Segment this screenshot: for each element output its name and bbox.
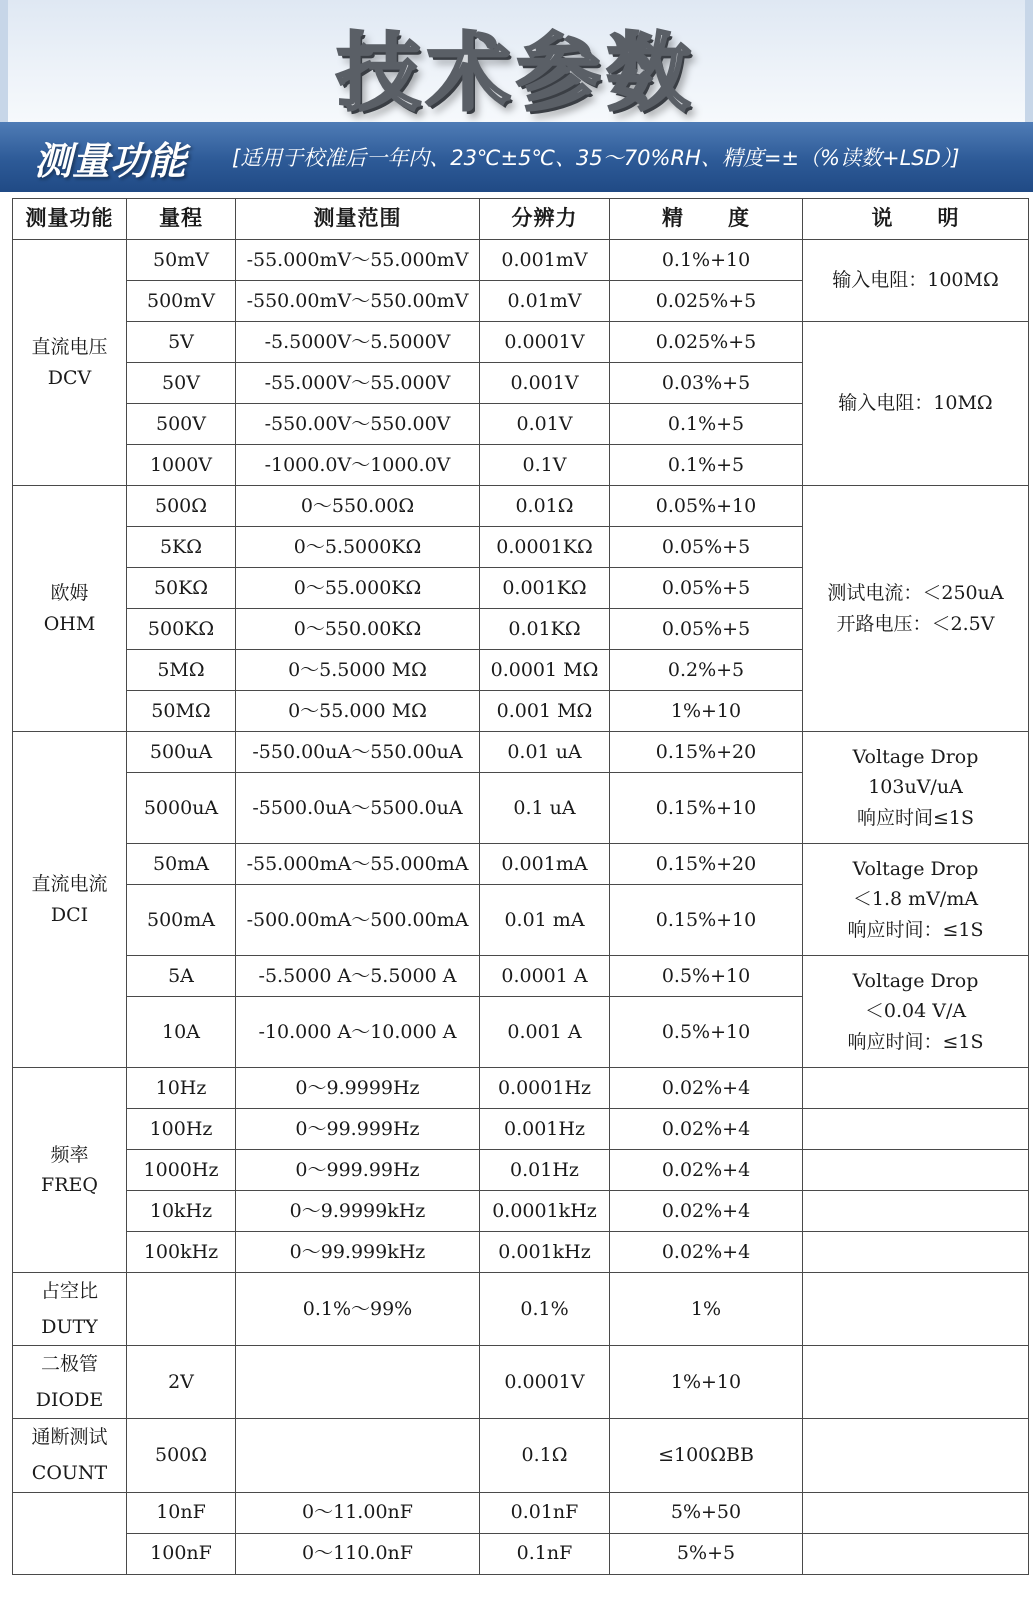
table-row [13,1191,1029,1232]
resolution-cell: 0.01 mA [480,885,610,956]
range-cell: 5MΩ [127,650,236,691]
span-cell: 0～55.000KΩ [236,568,480,609]
note-cell: 输入电阻：10MΩ [803,322,1029,486]
span-cell: 0～5.5000 MΩ [236,650,480,691]
range-cell: 10nF [127,1492,236,1533]
table-header-row [13,199,1029,240]
note-cell [803,1419,1029,1492]
header-accuracy: 精 度 [610,199,803,240]
category-duty [13,1273,127,1346]
table-row [13,486,1029,527]
accuracy-cell: 0.15%+20 [610,844,803,885]
category-code: COUNT [31,1462,108,1485]
resolution-cell: 0.001mV [480,240,610,281]
range-cell: 100nF [127,1533,236,1574]
note-cell [803,1533,1029,1574]
note-cell [803,1346,1029,1419]
note-line: Voltage Drop [852,969,979,992]
accuracy-cell: 0.03%+5 [610,363,803,404]
accuracy-cell: 0.1%+10 [610,240,803,281]
accuracy-cell: 0.5%+10 [610,956,803,997]
header-range: 量程 [127,199,236,240]
span-cell: 0～550.00KΩ [236,609,480,650]
note-line: Voltage Drop [852,857,979,880]
resolution-cell: 0.0001V [480,322,610,363]
range-cell: 5000uA [127,773,236,844]
span-cell: -5500.0uA～5500.0uA [236,773,480,844]
range-cell: 500mV [127,281,236,322]
range-cell: 1000Hz [127,1150,236,1191]
range-cell: 5KΩ [127,527,236,568]
accuracy-cell: 0.05%+5 [610,568,803,609]
table-row [13,844,1029,885]
span-cell: 0～11.00nF [236,1492,480,1533]
accuracy-cell: 0.05%+5 [610,527,803,568]
note-line: 响应时间：≤1S [847,918,984,941]
resolution-cell: 0.01mV [480,281,610,322]
header-function: 测量功能 [13,199,127,240]
category-name: 直流电压 [31,336,108,359]
category-code: DCI [50,903,89,926]
accuracy-cell: 0.1%+5 [610,404,803,445]
table-row [13,1273,1029,1346]
resolution-cell: 0.0001Hz [480,1068,610,1109]
category-name: 直流电流 [31,873,108,896]
resolution-cell: 0.0001 A [480,956,610,997]
table-row [13,1150,1029,1191]
resolution-cell: 0.001 A [480,997,610,1068]
note-cell [803,1109,1029,1150]
span-cell: 0～5.5000KΩ [236,527,480,568]
note-cell [803,1232,1029,1273]
category-freq [13,1068,127,1273]
range-cell: 500V [127,404,236,445]
resolution-cell: 0.01nF [480,1492,610,1533]
span-cell: -500.00mA～500.00mA [236,885,480,956]
resolution-cell: 0.001V [480,363,610,404]
range-cell: 500Ω [127,486,236,527]
table-row [13,1492,1029,1533]
range-cell: 50mV [127,240,236,281]
resolution-cell: 0.001 MΩ [480,691,610,732]
resolution-cell: 0.01Hz [480,1150,610,1191]
category-code: FREQ [41,1174,98,1196]
table-row [13,1232,1029,1273]
span-cell: -5.5000 A～5.5000 A [236,956,480,997]
note-cell [803,956,1029,1068]
span-cell: -1000.0V～1000.0V [236,445,480,486]
category-name: 二极管 [40,1353,98,1376]
resolution-cell: 0.001kHz [480,1232,610,1273]
accuracy-cell: 1%+10 [610,691,803,732]
category-name: 频率 [50,1143,89,1166]
resolution-cell: 0.001KΩ [480,568,610,609]
resolution-cell: 0.01KΩ [480,609,610,650]
resolution-cell: 0.001Hz [480,1109,610,1150]
table-row [13,1346,1029,1419]
resolution-cell: 0.0001 MΩ [480,650,610,691]
category-count [13,1419,127,1492]
accuracy-cell: 0.5%+10 [610,997,803,1068]
accuracy-cell: 0.2%+5 [610,650,803,691]
accuracy-cell: 0.15%+20 [610,732,803,773]
accuracy-cell: 0.02%+4 [610,1068,803,1109]
span-cell: 0～99.999kHz [236,1232,480,1273]
range-cell: 5V [127,322,236,363]
header-resolution: 分辨力 [480,199,610,240]
span-cell: -55.000mA～55.000mA [236,844,480,885]
accuracy-cell: 0.15%+10 [610,885,803,956]
page-title: 技术参数 [336,24,697,122]
range-cell: 500Ω [127,1419,236,1492]
note-cell [803,1273,1029,1346]
range-cell: 10A [127,997,236,1068]
resolution-cell: 0.1V [480,445,610,486]
table-row [13,1419,1029,1492]
note-line: 响应时间：≤1S [847,1030,984,1053]
range-cell: 10Hz [127,1068,236,1109]
note-line: 103uV/uA [868,776,963,799]
resolution-cell: 0.1Ω [480,1419,610,1492]
span-cell: -10.000 A～10.000 A [236,997,480,1068]
range-cell: 50V [127,363,236,404]
resolution-cell: 0.01 uA [480,732,610,773]
range-cell [127,1273,236,1346]
span-cell: -550.00uA～550.00uA [236,732,480,773]
span-cell: 0.1%～99% [236,1273,480,1346]
accuracy-cell: 0.15%+10 [610,773,803,844]
section-header-bar [0,122,1033,192]
accuracy-cell: 0.05%+5 [610,609,803,650]
note-line: 开路电压：＜2.5V [836,612,995,635]
span-cell: 0～550.00Ω [236,486,480,527]
span-cell: 0～55.000 MΩ [236,691,480,732]
resolution-cell: 0.01Ω [480,486,610,527]
spec-table [12,198,1029,1575]
note-cell [803,486,1029,732]
resolution-cell: 0.1% [480,1273,610,1346]
range-cell: 500KΩ [127,609,236,650]
accuracy-cell: 1%+10 [610,1346,803,1419]
table-row [13,240,1029,281]
accuracy-cell: ≤100ΩBB [610,1419,803,1492]
header-span: 测量范围 [236,199,480,240]
accuracy-cell: 0.02%+4 [610,1191,803,1232]
table-row [13,956,1029,997]
resolution-cell: 0.0001KΩ [480,527,610,568]
span-cell: -550.00mV～550.00mV [236,281,480,322]
note-cell [803,1150,1029,1191]
span-cell: 0～9.9999kHz [236,1191,480,1232]
span-cell: -5.5000V～5.5000V [236,322,480,363]
note-line: 响应时间≤1S [856,806,975,829]
table-row [13,1109,1029,1150]
span-cell [236,1419,480,1492]
category-code: DIODE [35,1389,104,1412]
range-cell: 2V [127,1346,236,1419]
resolution-cell: 0.0001V [480,1346,610,1419]
category-dci [13,732,127,1068]
category-code: DCV [47,366,92,389]
accuracy-cell: 1% [610,1273,803,1346]
accuracy-cell: 0.02%+4 [610,1109,803,1150]
note-cell [803,732,1029,844]
resolution-cell: 0.001mA [480,844,610,885]
category-ohm [13,486,127,732]
span-cell: 0～999.99Hz [236,1150,480,1191]
span-cell: -55.000mV～55.000mV [236,240,480,281]
accuracy-cell: 5%+50 [610,1492,803,1533]
accuracy-cell: 0.02%+4 [610,1150,803,1191]
note-line: 测试电流：＜250uA [827,582,1004,605]
note-line: Voltage Drop [852,745,979,768]
range-cell: 100Hz [127,1109,236,1150]
range-cell: 50KΩ [127,568,236,609]
span-cell: 0～110.0nF [236,1533,480,1574]
category-cap [13,1492,127,1574]
range-cell: 100kHz [127,1232,236,1273]
span-cell: 0～99.999Hz [236,1109,480,1150]
span-cell: -55.000V～55.000V [236,363,480,404]
table-row [13,732,1029,773]
span-cell [236,1346,480,1419]
note-cell [803,1492,1029,1533]
resolution-cell: 0.01V [480,404,610,445]
range-cell: 10kHz [127,1191,236,1232]
section-title: 测量功能 [34,138,187,183]
range-cell: 50mA [127,844,236,885]
range-cell: 500uA [127,732,236,773]
category-dcv [13,240,127,486]
section-note: [适用于校准后一年内、23℃±5℃、35～70%RH、精度=±（%读数+LSD）] [232,146,960,170]
table-row [13,1533,1029,1574]
category-name: 欧姆 [50,582,89,605]
accuracy-cell: 0.025%+5 [610,322,803,363]
resolution-cell: 0.1nF [480,1533,610,1574]
note-cell [803,1191,1029,1232]
range-cell: 500mA [127,885,236,956]
spec-table-container [12,198,1028,1575]
category-code: OHM [43,612,96,635]
note-line: ＜1.8 mV/mA [852,888,979,911]
span-cell: 0～9.9999Hz [236,1068,480,1109]
table-row [13,1068,1029,1109]
category-diode [13,1346,127,1419]
category-name: 通断测试 [31,1426,108,1449]
note-line: ＜0.04 V/A [864,1000,967,1023]
span-cell: -550.00V～550.00V [236,404,480,445]
note-cell: 输入电阻：100MΩ [803,240,1029,322]
range-cell: 50MΩ [127,691,236,732]
resolution-cell: 0.0001kHz [480,1191,610,1232]
accuracy-cell: 5%+5 [610,1533,803,1574]
note-cell [803,844,1029,956]
accuracy-cell: 0.1%+5 [610,445,803,486]
category-code: DUTY [41,1316,98,1339]
range-cell: 5A [127,956,236,997]
accuracy-cell: 0.05%+10 [610,486,803,527]
accuracy-cell: 0.02%+4 [610,1232,803,1273]
accuracy-cell: 0.025%+5 [610,281,803,322]
category-name: 占空比 [40,1280,98,1302]
resolution-cell: 0.1 uA [480,773,610,844]
note-cell [803,1068,1029,1109]
header-notes: 说 明 [803,199,1029,240]
table-row [13,322,1029,363]
range-cell: 1000V [127,445,236,486]
